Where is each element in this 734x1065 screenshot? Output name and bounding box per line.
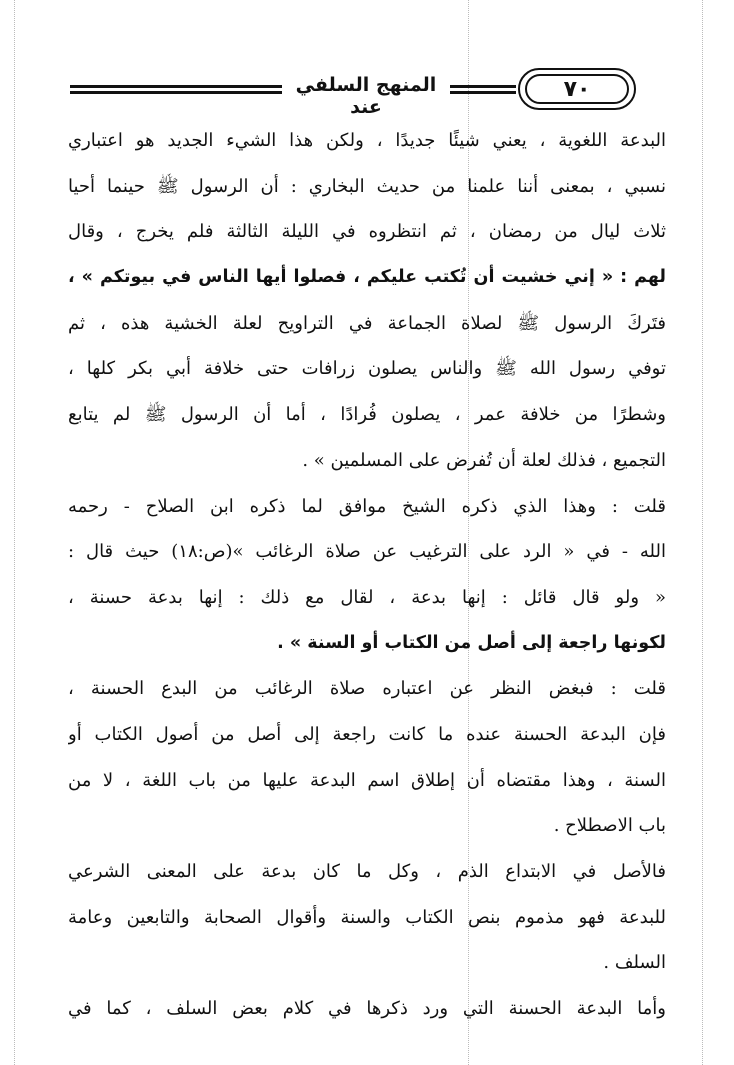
- text-line: للبدعة فهو مذموم بنص الكتاب والسنة وأقوال الصحابة والتابعين وعامة: [68, 906, 666, 928]
- page-header: [70, 66, 648, 118]
- text-line: ثلاث ليال من رمضان ، ثم انتظروه في الليلة الثالثة فلم يخرج ، وقال: [68, 221, 666, 243]
- text-line: فإن البدعة الحسنة عنده ما كانت راجعة إلى أصل من أصول الكتاب أو: [68, 723, 666, 745]
- text-line: التجميع ، فذلك لعلة أن تُفرض على المسلمين » .: [302, 449, 666, 471]
- page-number: ٧٠: [525, 74, 629, 104]
- text-line: الله - في « الرد على الترغيب عن صلاة الرغائب »(ص:١٨) حيث قال :: [68, 541, 666, 563]
- text-line: نسبي ، بمعنى أننا علمنا من حديث البخاري : أن الرسول ﷺ حينما أحيا: [68, 175, 666, 197]
- text-line: باب الاصطلاح .: [553, 815, 666, 837]
- text-line: وأما البدعة الحسنة التي ورد ذكرها في كلام بعض السلف ، كما في: [68, 998, 666, 1020]
- text-line: السنة ، وهذا مقتضاه أن إطلاق اسم البدعة عليها من باب اللغة ، لا من: [68, 769, 666, 791]
- scan-guide-line: [14, 0, 15, 1065]
- text-line: لهم : « إني خشيت أن تُكتب عليكم ، فصلوا أيها الناس في بيوتكم » ،: [68, 267, 666, 288]
- body-text: [68, 118, 666, 1032]
- text-line: وشطرًا من خلافة عمر ، يصلون فُرادًا ، أما أن الرسول ﷺ لم يتابع: [68, 404, 666, 426]
- text-line: قلت : وهذا الذي ذكره الشيخ موافق لما ذكره ابن الصلاح - رحمه: [68, 495, 666, 517]
- header-rule-left: [70, 85, 282, 97]
- running-title: المنهج السلفي عند: [295, 74, 437, 118]
- text-line: السلف .: [603, 952, 666, 974]
- text-line: لكونها راجعة إلى أصل من الكتاب أو السنة » .: [277, 632, 666, 653]
- page-number-badge: [518, 68, 636, 110]
- scan-guide-line: [702, 0, 703, 1065]
- text-line: فالأصل في الابتداع الذم ، وكل ما كان بدعة على المعنى الشرعي: [68, 861, 666, 882]
- text-line: فتَركَ الرسول ﷺ لصلاة الجماعة في التراويح لعلة الخشية هذه ، ثم: [68, 312, 666, 334]
- text-line: « ولو قال قائل : إنها بدعة ، لقال مع ذلك : إنها بدعة حسنة ،: [68, 586, 666, 608]
- text-line: توفي رسول الله ﷺ والناس يصلون زرافات حتى خلافة أبي بكر كلها ،: [68, 358, 666, 380]
- text-line: قلت : فبغض النظر عن اعتباره صلاة الرغائب من البدع الحسنة ،: [68, 678, 666, 700]
- text-line: البدعة اللغوية ، يعني شيئًا جديدًا ، ولكن هذا الشيء الجديد هو اعتباري: [68, 130, 666, 151]
- header-rule-right: [450, 85, 516, 97]
